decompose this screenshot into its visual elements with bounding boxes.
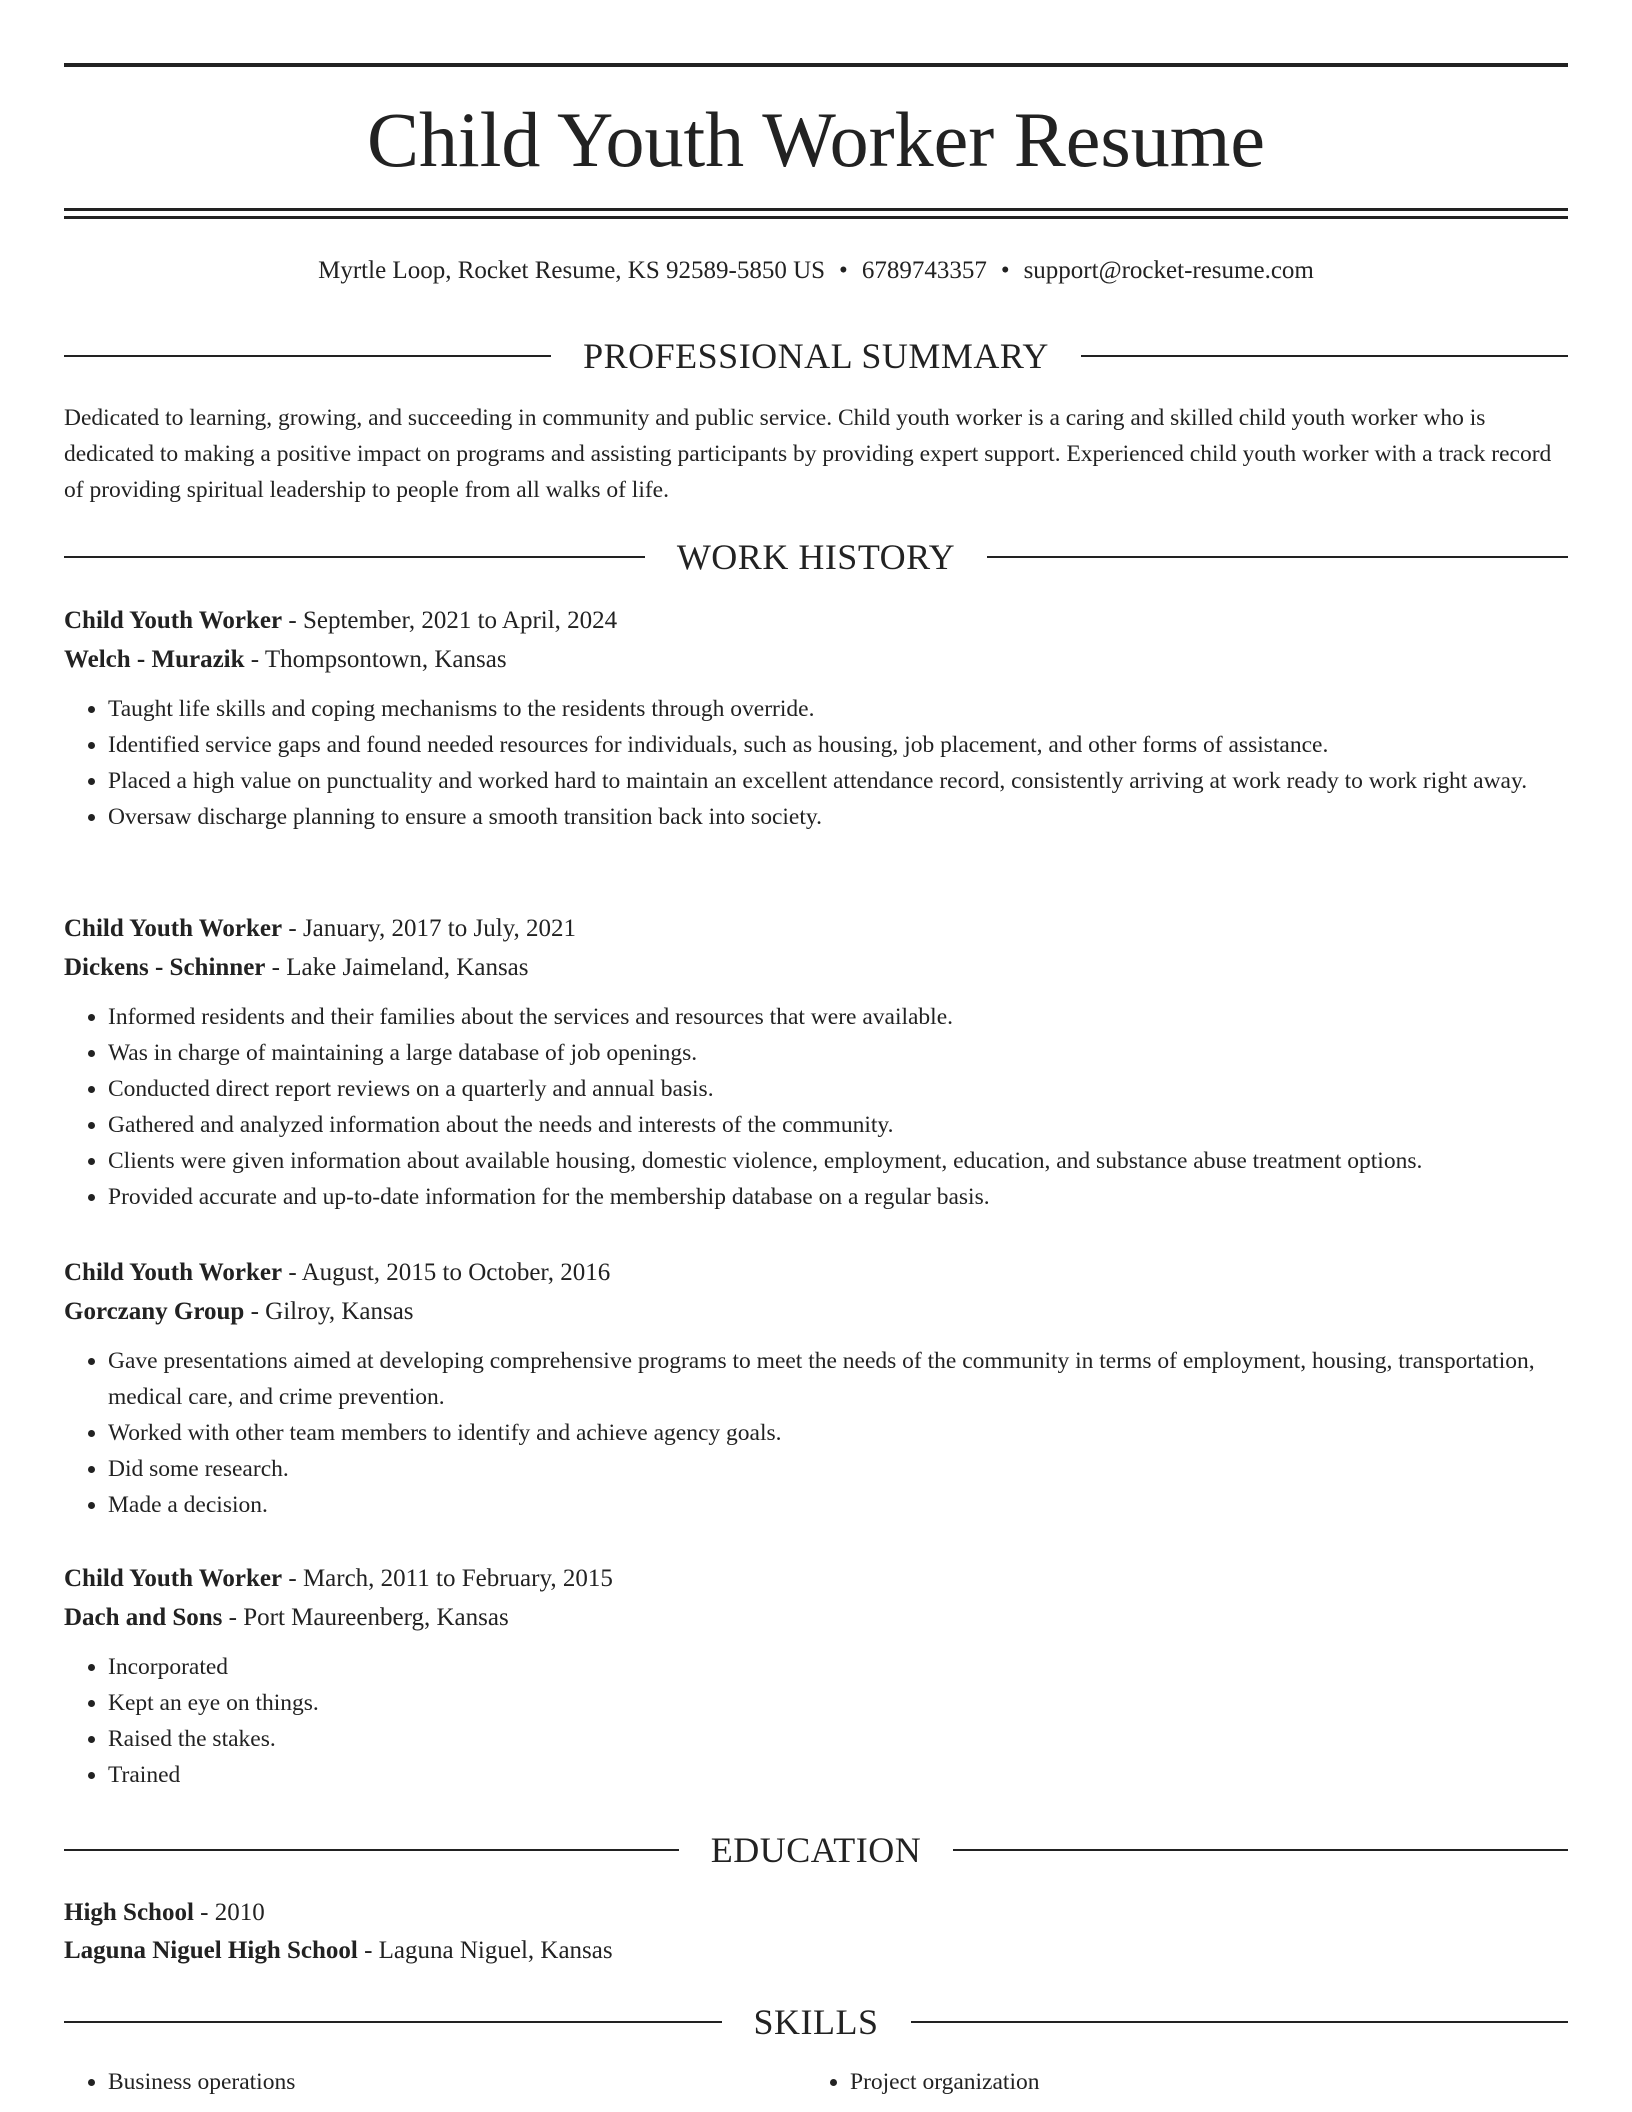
dash: -	[222, 1604, 244, 1631]
job-title-line	[64, 909, 1568, 948]
section-heading-summary	[64, 334, 1568, 378]
contact-line	[64, 254, 1568, 288]
dash: -	[357, 1937, 379, 1964]
job-entry	[64, 1253, 1568, 1523]
education-school-line	[64, 1932, 1568, 1970]
job-bullets	[64, 999, 1568, 1215]
skills-column-left	[64, 2064, 806, 2100]
list-item: • Trained	[108, 1757, 1568, 1793]
section-title: EDUCATION	[710, 1830, 922, 1870]
dash: -	[282, 1565, 303, 1592]
dash: -	[193, 1899, 215, 1926]
list-item: • Business operations	[108, 2064, 806, 2100]
list-item: • Raised the stakes.	[108, 1721, 1568, 1757]
list-item: • Taught life skills and coping mechanisms to the residents through override.	[108, 691, 1568, 727]
dash: -	[282, 607, 303, 634]
list-item: • Kept an eye on things.	[108, 1685, 1568, 1721]
dash: -	[282, 915, 303, 942]
skills-column-right	[806, 2064, 1548, 2100]
contact-phone: 6789743357	[861, 257, 987, 284]
education-school: Laguna Niguel High School	[64, 1937, 358, 1964]
professional-summary: Dedicated to learning, growing, and succeeding in community and public service. Child youth worker is a caring and skilled child youth worker who is dedicated to making a positive impact on programs and assisting participants by providing expert support. Experienced child youth worker with a track record of providing spiritual leadership to people from all walks of life.	[64, 405, 1552, 503]
job-company: Welch - Murazik	[64, 646, 245, 673]
resume-title: Child Youth Worker Resume	[367, 96, 1265, 183]
dash: -	[265, 954, 287, 981]
list-item: • Did some research.	[108, 1451, 1568, 1487]
job-bullets	[64, 1649, 1568, 1793]
contact-email: support@rocket-resume.com	[1023, 257, 1314, 284]
job-company: Dickens - Schinner	[64, 954, 266, 981]
list-item: • Gathered and analyzed information about the needs and interests of the community.	[108, 1107, 1568, 1143]
heading-rule-left	[64, 2021, 722, 2023]
job-company-line	[64, 640, 1568, 679]
job-title: Child Youth Worker	[64, 607, 283, 634]
list-item: • Identified service gaps and found needed resources for individuals, such as housing, job placement, and other forms of assistance.	[108, 727, 1568, 763]
list-item: • Conducted direct report reviews on a quarterly and annual basis.	[108, 1071, 1568, 1107]
heading-rule-left	[64, 556, 645, 558]
education-degree: High School	[64, 1899, 194, 1926]
dash: -	[244, 1298, 266, 1325]
job-company: Gorczany Group	[64, 1298, 245, 1325]
heading-rule-right	[1081, 355, 1568, 357]
list-item: • Made a decision.	[108, 1487, 1568, 1523]
education-entry	[64, 1894, 1568, 1970]
job-title-line	[64, 1559, 1568, 1598]
education-year: 2010	[214, 1899, 265, 1926]
list-item: • Worked with other team members to identify and achieve agency goals.	[108, 1415, 1568, 1451]
skills-list	[64, 2064, 1568, 2100]
job-title: Child Youth Worker	[64, 1565, 283, 1592]
section-title: WORK HISTORY	[676, 537, 956, 577]
job-company-line	[64, 948, 1568, 987]
dash: -	[244, 646, 265, 673]
heading-rule-right	[987, 556, 1568, 558]
job-location: Lake Jaimeland, Kansas	[286, 954, 529, 981]
list-item: • Incorporated	[108, 1649, 1568, 1685]
list-item: • Gave presentations aimed at developing comprehensive programs to meet the needs of the community in terms of employment, housing, transportation, medical care, and crime prevention.	[108, 1343, 1568, 1415]
title-rule-upper	[64, 208, 1568, 211]
top-rule	[64, 63, 1568, 67]
heading-rule-left	[64, 1849, 679, 1851]
education-location: Laguna Niguel, Kansas	[378, 1937, 613, 1964]
job-dates: January, 2017 to July, 2021	[302, 915, 577, 942]
job-company-line	[64, 1292, 1568, 1331]
section-heading-education	[64, 1828, 1568, 1872]
section-title: PROFESSIONAL SUMMARY	[583, 336, 1049, 376]
job-company-line	[64, 1598, 1568, 1637]
job-entry	[64, 909, 1568, 1215]
heading-rule-left	[64, 355, 551, 357]
section-heading-skills	[64, 2000, 1568, 2044]
job-bullets	[64, 1343, 1568, 1523]
section-heading-work	[64, 535, 1568, 579]
job-title: Child Youth Worker	[64, 915, 283, 942]
job-title: Child Youth Worker	[64, 1259, 283, 1286]
list-item: • Informed residents and their families about the services and resources that were available.	[108, 999, 1568, 1035]
job-dates: August, 2015 to October, 2016	[301, 1259, 611, 1286]
education-degree-line	[64, 1894, 1568, 1932]
dash: -	[282, 1259, 302, 1286]
list-item: • Placed a high value on punctuality and worked hard to maintain an excellent attendance record, consistently arriving at work ready to work right away.	[108, 763, 1568, 799]
contact-separator: •	[839, 257, 848, 284]
job-dates: September, 2021 to April, 2024	[302, 607, 618, 634]
job-company: Dach and Sons	[64, 1604, 223, 1631]
job-dates: March, 2011 to February, 2015	[302, 1565, 613, 1592]
job-entry	[64, 1559, 1568, 1793]
title-rule-lower	[64, 216, 1568, 219]
contact-separator: •	[1000, 257, 1010, 284]
job-title-line	[64, 1253, 1568, 1292]
job-entry	[64, 601, 1568, 835]
job-bullets	[64, 691, 1568, 835]
heading-rule-right	[911, 2021, 1569, 2023]
job-location: Gilroy, Kansas	[265, 1298, 414, 1325]
list-item: • Clients were given information about available housing, domestic violence, employment, education, and substance abuse treatment options.	[108, 1143, 1568, 1179]
contact-address: Myrtle Loop, Rocket Resume, KS 92589-5850 US	[318, 257, 826, 284]
heading-rule-right	[953, 1849, 1568, 1851]
job-location: Thompsontown, Kansas	[264, 646, 507, 673]
list-item: • Was in charge of maintaining a large database of job openings.	[108, 1035, 1568, 1071]
list-item: • Oversaw discharge planning to ensure a smooth transition back into society.	[108, 799, 1568, 835]
job-title-line	[64, 601, 1568, 640]
list-item: • Project organization	[850, 2064, 1548, 2100]
section-title: SKILLS	[753, 2002, 879, 2042]
list-item: • Provided accurate and up-to-date information for the membership database on a regular basis.	[108, 1179, 1568, 1215]
job-location: Port Maureenberg, Kansas	[243, 1604, 509, 1631]
